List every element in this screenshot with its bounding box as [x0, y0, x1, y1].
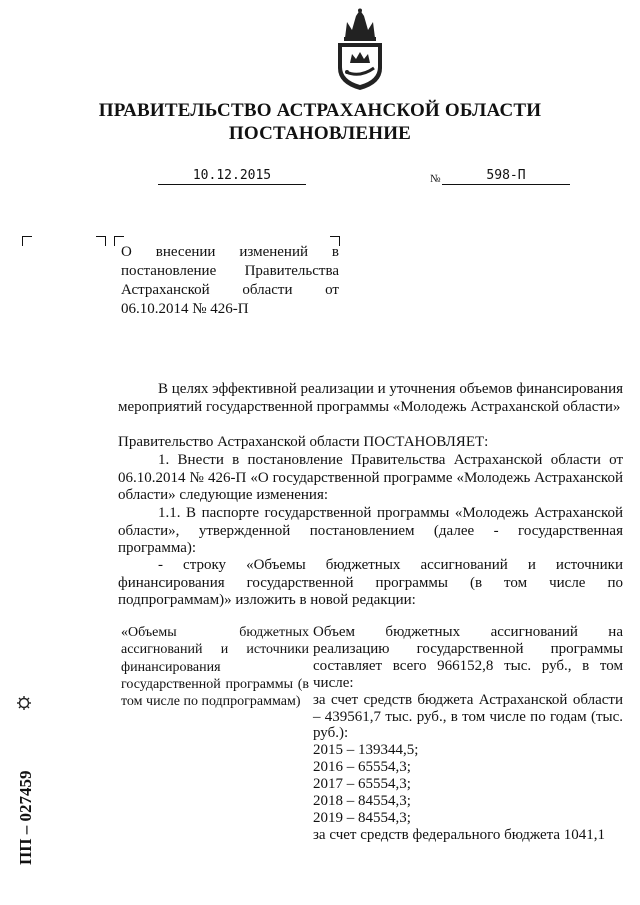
- left-corner-mark: [22, 236, 32, 246]
- regional-budget-line: за счет средств бюджета Астраханской области – 439561,7 тыс. руб., в том числе по годам (тыс. руб.):: [313, 691, 623, 742]
- year-2016-line: 2016 – 65554,3;: [313, 759, 411, 776]
- document-date: 10.12.2015: [158, 168, 306, 185]
- year-2017-line: 2017 – 65554,3;: [313, 776, 411, 793]
- bullet-paragraph: - строку «Объемы бюджетных ассигнований и источники финансирования государственной программы (в том числе по подпрограммам)» изложить в новой редакции:: [118, 557, 623, 609]
- star-icon: [17, 696, 31, 710]
- resolves-line: Правительство Астраханской области ПОСТАНОВЛЯЕТ:: [118, 434, 489, 450]
- year-2019-line: 2019 – 84554,3;: [313, 809, 411, 826]
- number-sign: №: [430, 173, 441, 185]
- table-row-content: [313, 624, 623, 844]
- item-1-1-paragraph: 1.1. В паспорте государственной программы «Молодежь Астраханской области», утвержденной постановлением (далее - государственная программа):: [118, 505, 623, 557]
- preamble-paragraph: В целях эффективной реализации и уточнения объемов финансирования мероприятий государственной программы «Молодежь Астраханской области»: [118, 381, 623, 415]
- year-2015-line: 2015 – 139344,5;: [313, 742, 419, 759]
- serial-stamp: [6, 695, 46, 870]
- federal-budget-line: за счет средств федерального бюджета 1041,1: [313, 826, 606, 843]
- serial-number: ПП – 027459: [16, 770, 35, 865]
- document-number: 598-П: [442, 168, 570, 185]
- corner-mark: [96, 236, 106, 246]
- item-1-paragraph: 1. Внести в постановление Правительства Астраханской области от 06.10.2014 № 426-П «О государственной программе «Молодежь Астраханской области» следующие изменения:: [118, 452, 623, 504]
- document-subject: О внесении изменений в постановление Правительства Астраханской области от 06.10.2014 № 426-П: [121, 244, 339, 317]
- table-row-label: «Объемы бюджетных ассигнований и источники финансирования государственной программы (в том числе по подпрограммам): [121, 625, 309, 710]
- year-2018-line: 2018 – 84554,3;: [313, 793, 411, 810]
- funding-total-line: Объем бюджетных ассигнований на реализацию государственной программы составляет всего 966152,8 тыс. руб., в том числе:: [313, 624, 623, 691]
- coat-of-arms-icon: [331, 8, 389, 92]
- government-title: ПРАВИТЕЛЬСТВО АСТРАХАНСКОЙ ОБЛАСТИ: [98, 100, 542, 121]
- document-type: ПОСТАНОВЛЕНИЕ: [228, 123, 412, 144]
